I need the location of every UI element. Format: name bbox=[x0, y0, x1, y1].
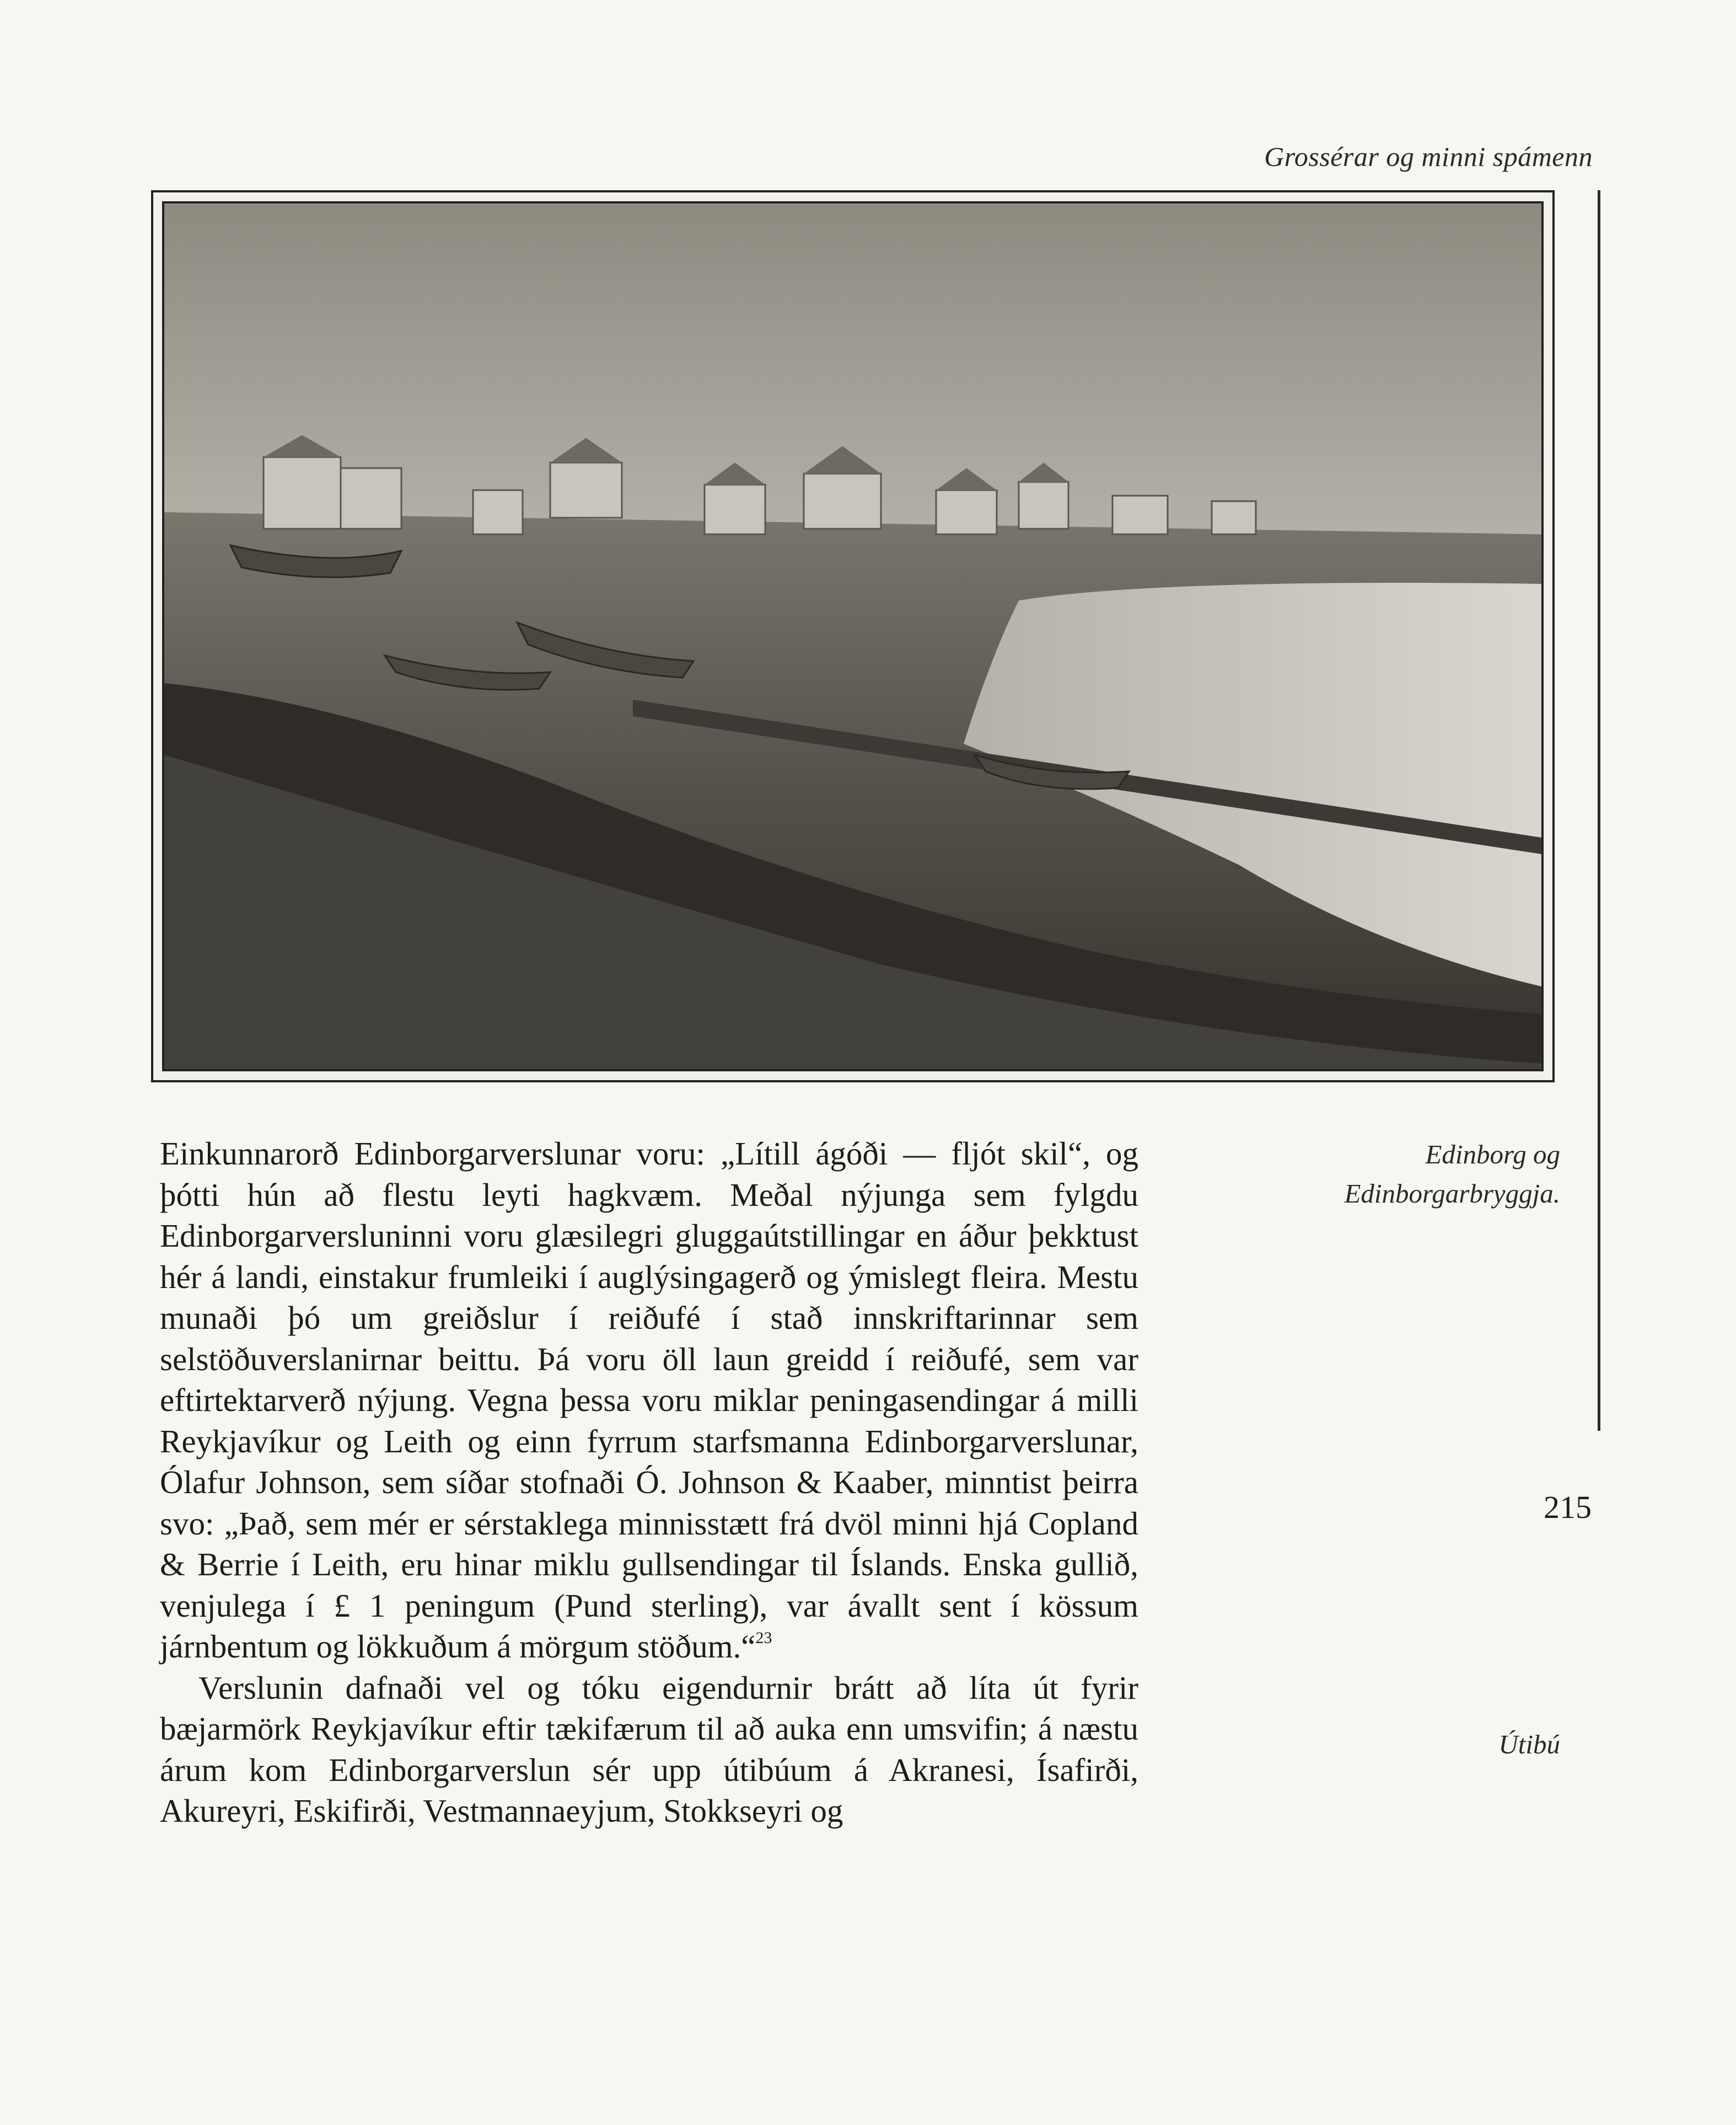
paragraph-text: Einkunnarorð Edinborgarverslunar voru: „Lítill ágóði — fljót skil“, og þótti hún að flestu leyti hagkvæm. Meðal nýjunga sem fylgdu Edinborgarversluninni voru glæsilegri gluggaútstillingar en áður þekktust hér á landi, einstakur frumleiki í auglýsingagerð og ýmislegt fleira. Mestu munaði þó um greiðslur í reiðufé í stað innskriftarinnar sem selstöðuverslanirnar beittu. Þá voru öll laun greidd í reiðufé, sem var eftirtektarverð nýjung. Vegna þessa voru miklar peningasendingar á milli Reykjavíkur og Leith og einn fyrrum starfsmanna Edinborgarverslunar, Ólafur Johnson, sem síðar stofnaði Ó. Johnson & Kaaber, minntist þeirra svo: „Það, sem mér er sérstaklega minnisstætt frá dvöl minni hjá Copland & Berrie í Leith, eru hinar miklu gullsendingar til Íslands. Enska gullið, venjulega í £ 1 peningum (Pund sterling), var ávallt sent í kössum járnbentum og lökkuðum á mörgum stöðum.“ bbox=[160, 1135, 1138, 1665]
harbour-photo-drawing bbox=[164, 203, 1541, 1069]
body-text bbox=[160, 1133, 1138, 1832]
photo-frame bbox=[151, 190, 1555, 1082]
margin-note-photo-caption: Edinborg og Edinborgarbryggja. bbox=[1344, 1139, 1560, 1209]
running-head: Grossérar og minni spámenn bbox=[1264, 141, 1593, 172]
harbour-photo bbox=[162, 201, 1544, 1071]
margin-note-utibu: Útibú bbox=[1498, 1729, 1560, 1759]
vertical-rule bbox=[1598, 190, 1600, 1431]
page-number: 215 bbox=[1544, 1489, 1592, 1525]
paragraph: Verslunin dafnaði vel og tóku eigendurnir brátt að líta út fyrir bæjarmörk Reykjavíkur eftir tækifærum til að auka enn umsvifin; á næstu árum kom Edinborgarverslun sér upp útibúum á Akranesi, Ísafirði, Akureyri, Eskifirði, Vestmannaeyjum, Stokkseyri og bbox=[160, 1669, 1138, 1829]
footnote-reference: 23 bbox=[755, 1629, 772, 1647]
paragraph bbox=[160, 1133, 1138, 1667]
